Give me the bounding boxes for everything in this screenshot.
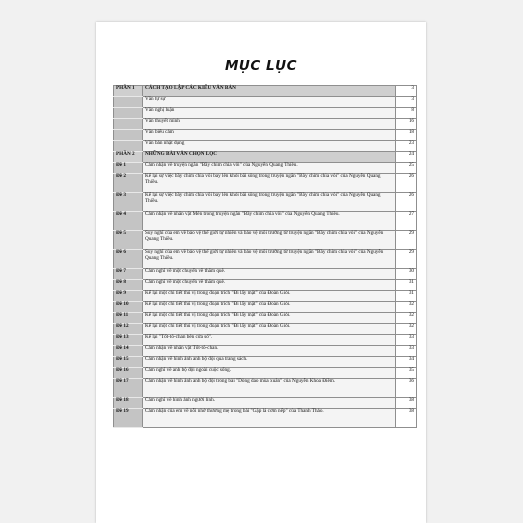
toc-page-number: 33 [396,335,417,346]
toc-section-number: Đề 15 [114,357,143,368]
toc-page-number: 26 [396,174,417,193]
toc-row [114,119,417,130]
toc-page-number: 23 [396,141,417,152]
toc-row [114,409,417,428]
toc-section-number [114,130,143,141]
toc-section-number: Đề 12 [114,324,143,335]
toc-page-number: 29 [396,231,417,250]
toc-section-number: Đề 7 [114,269,143,280]
toc-section-number: Đề 16 [114,368,143,379]
toc-page-number: 38 [396,398,417,409]
toc-section-number: Đề 6 [114,250,143,269]
toc-row [114,152,417,163]
toc-row [114,357,417,368]
toc-row [114,280,417,291]
toc-entry-title: Kể lại một chi tiết thú vị trong đoạn trích "Đi lấy mật" của Đoàn Giỏi. [143,302,396,313]
toc-entry-title: Cảm nhận về hình ảnh anh bộ đội trong bài "Dòng dao mùa xuân" của Nguyễn Khoa Điềm. [143,379,396,398]
toc-row [114,250,417,269]
toc-row [114,231,417,250]
toc-page-number: 3 [396,86,417,97]
toc-page-number: 29 [396,250,417,269]
toc-section-number: Đề 5 [114,231,143,250]
toc-entry-title: Cảm nghĩ về một chuyến về thăm quê. [143,280,396,291]
toc-section-number: Đề 13 [114,335,143,346]
toc-row [114,313,417,324]
toc-section-number: Đề 10 [114,302,143,313]
toc-entry-title: Suy nghĩ của em về bảo vệ thế giới tự nhiên và bảo vệ môi trường từ truyện ngắn "Bầy chim chìa vôi" của Nguyễn Quang Thiều. [143,250,396,269]
toc-section-number [114,119,143,130]
toc-row [114,97,417,108]
toc-row [114,324,417,335]
toc-row [114,212,417,231]
toc-row [114,174,417,193]
toc-entry-title: Cảm nhận về truyện ngắn "Bầy chim chìa vôi" của Nguyễn Quang Thiều. [143,163,396,174]
toc-entry-title: Văn thuyết minh [143,119,396,130]
toc-row [114,398,417,409]
toc-entry-title: Kể lại một chi tiết thú vị trong đoạn trích "Đi lấy mật" của Đoàn Giỏi. [143,313,396,324]
toc-section-number: Đề 3 [114,193,143,212]
toc-page-number: 34 [396,357,417,368]
toc-entry-title: Cảm nghĩ về hình ảnh người lính. [143,398,396,409]
toc-entry-title: Văn nghị luận [143,108,396,119]
toc-section-number [114,97,143,108]
toc-row [114,346,417,357]
toc-page-number: 31 [396,280,417,291]
toc-section-number: Đề 9 [114,291,143,302]
toc-row [114,86,417,97]
toc-row [114,130,417,141]
toc-section-number: Đề 19 [114,409,143,428]
toc-entry-title: Cảm nhận về nhân vật Mên trong truyện ngắn "Bầy chim chìa vôi" của Nguyễn Quang Thiều. [143,212,396,231]
toc-row [114,379,417,398]
toc-page-number: 31 [396,291,417,302]
toc-body [114,86,417,428]
toc-page-number: 38 [396,409,417,428]
toc-section-number: Đề 17 [114,379,143,398]
toc-page-number: 24 [396,152,417,163]
toc-entry-title: Văn bản nhật dụng [143,141,396,152]
toc-section-number: Đề 18 [114,398,143,409]
toc-page-number: 32 [396,313,417,324]
toc-page-number: 3 [396,97,417,108]
book-page [96,22,426,523]
toc-row [114,291,417,302]
toc-row [114,163,417,174]
toc-row [114,193,417,212]
table-of-contents [113,85,417,428]
toc-page-number: 32 [396,302,417,313]
toc-entry-title: Cảm nghĩ về một chuyến về thăm quê. [143,269,396,280]
toc-section-number: Đề 11 [114,313,143,324]
toc-row [114,141,417,152]
toc-entry-title: Suy nghĩ của em về bảo vệ thế giới tự nhiên và bảo vệ môi trường từ truyện ngắn "Bầy chim chìa vôi" của Nguyễn Quang Thiều. [143,231,396,250]
toc-entry-title: Kể lại một chi tiết thú vị trong đoạn trích "Đi lấy mật" của Đoàn Giỏi. [143,291,396,302]
toc-section-number: Đề 1 [114,163,143,174]
toc-entry-title: Cảm nhận của em về nỗi nhớ thương mẹ trong bài "Gặp lá cơm nếp" của Thanh Thảo. [143,409,396,428]
toc-row [114,269,417,280]
page-title: MỤC LỤC [225,58,297,74]
toc-page-number: 25 [396,163,417,174]
toc-page-number: 8 [396,108,417,119]
toc-entry-title: Kể lại một chi tiết thú vị trong đoạn trích "Đi lấy mật" của Đoàn Giỏi. [143,324,396,335]
toc-page-number: 26 [396,193,417,212]
toc-page-number: 18 [396,130,417,141]
toc-page-number: 36 [396,379,417,398]
toc-entry-title: CÁCH TẠO LẬP CÁC KIỂU VĂN BẢN [143,86,396,97]
toc-section-number: PHẦN 1 [114,86,143,97]
toc-entry-title: Văn tự sự [143,97,396,108]
toc-page-number: 32 [396,324,417,335]
toc-section-number [114,108,143,119]
toc-entry-title: Cảm nghĩ về anh bộ đội ngoài cuộc sống. [143,368,396,379]
toc-section-number: Đề 4 [114,212,143,231]
toc-page-number: 33 [396,346,417,357]
toc-entry-title: Cảm nhận về hình ảnh anh bộ đội qua trang sách. [143,357,396,368]
toc-row [114,368,417,379]
toc-page-number: 16 [396,119,417,130]
toc-section-number: Đề 8 [114,280,143,291]
toc-section-number: Đề 2 [114,174,143,193]
toc-section-number: Đề 14 [114,346,143,357]
toc-entry-title: Kể lại sự việc bầy chim chìa vôi bay lên khỏi bãi sông trong truyện ngắn "Bầy chim chìa vôi" của Nguyễn Quang Thiều. [143,174,396,193]
toc-section-number: PHẦN 2 [114,152,143,163]
toc-page-number: 35 [396,368,417,379]
toc-entry-title: Văn biểu cảm [143,130,396,141]
toc-section-number [114,141,143,152]
toc-entry-title: NHỮNG BÀI VĂN CHỌN LỌC [143,152,396,163]
toc-entry-title: Cảm nhận về nhân vật Tốt-tô-chan. [143,346,396,357]
toc-entry-title: Kể lại "Tốt-tô-chan bên cửa sổ". [143,335,396,346]
toc-page-number: 30 [396,269,417,280]
toc-entry-title: Kể lại sự việc bầy chim chìa vôi bay lên khỏi bãi sông trong truyện ngắn "Bầy chim chìa vôi" của Nguyễn Quang Thiều. [143,193,396,212]
toc-row [114,108,417,119]
toc-row [114,335,417,346]
toc-row [114,302,417,313]
toc-page-number: 27 [396,212,417,231]
